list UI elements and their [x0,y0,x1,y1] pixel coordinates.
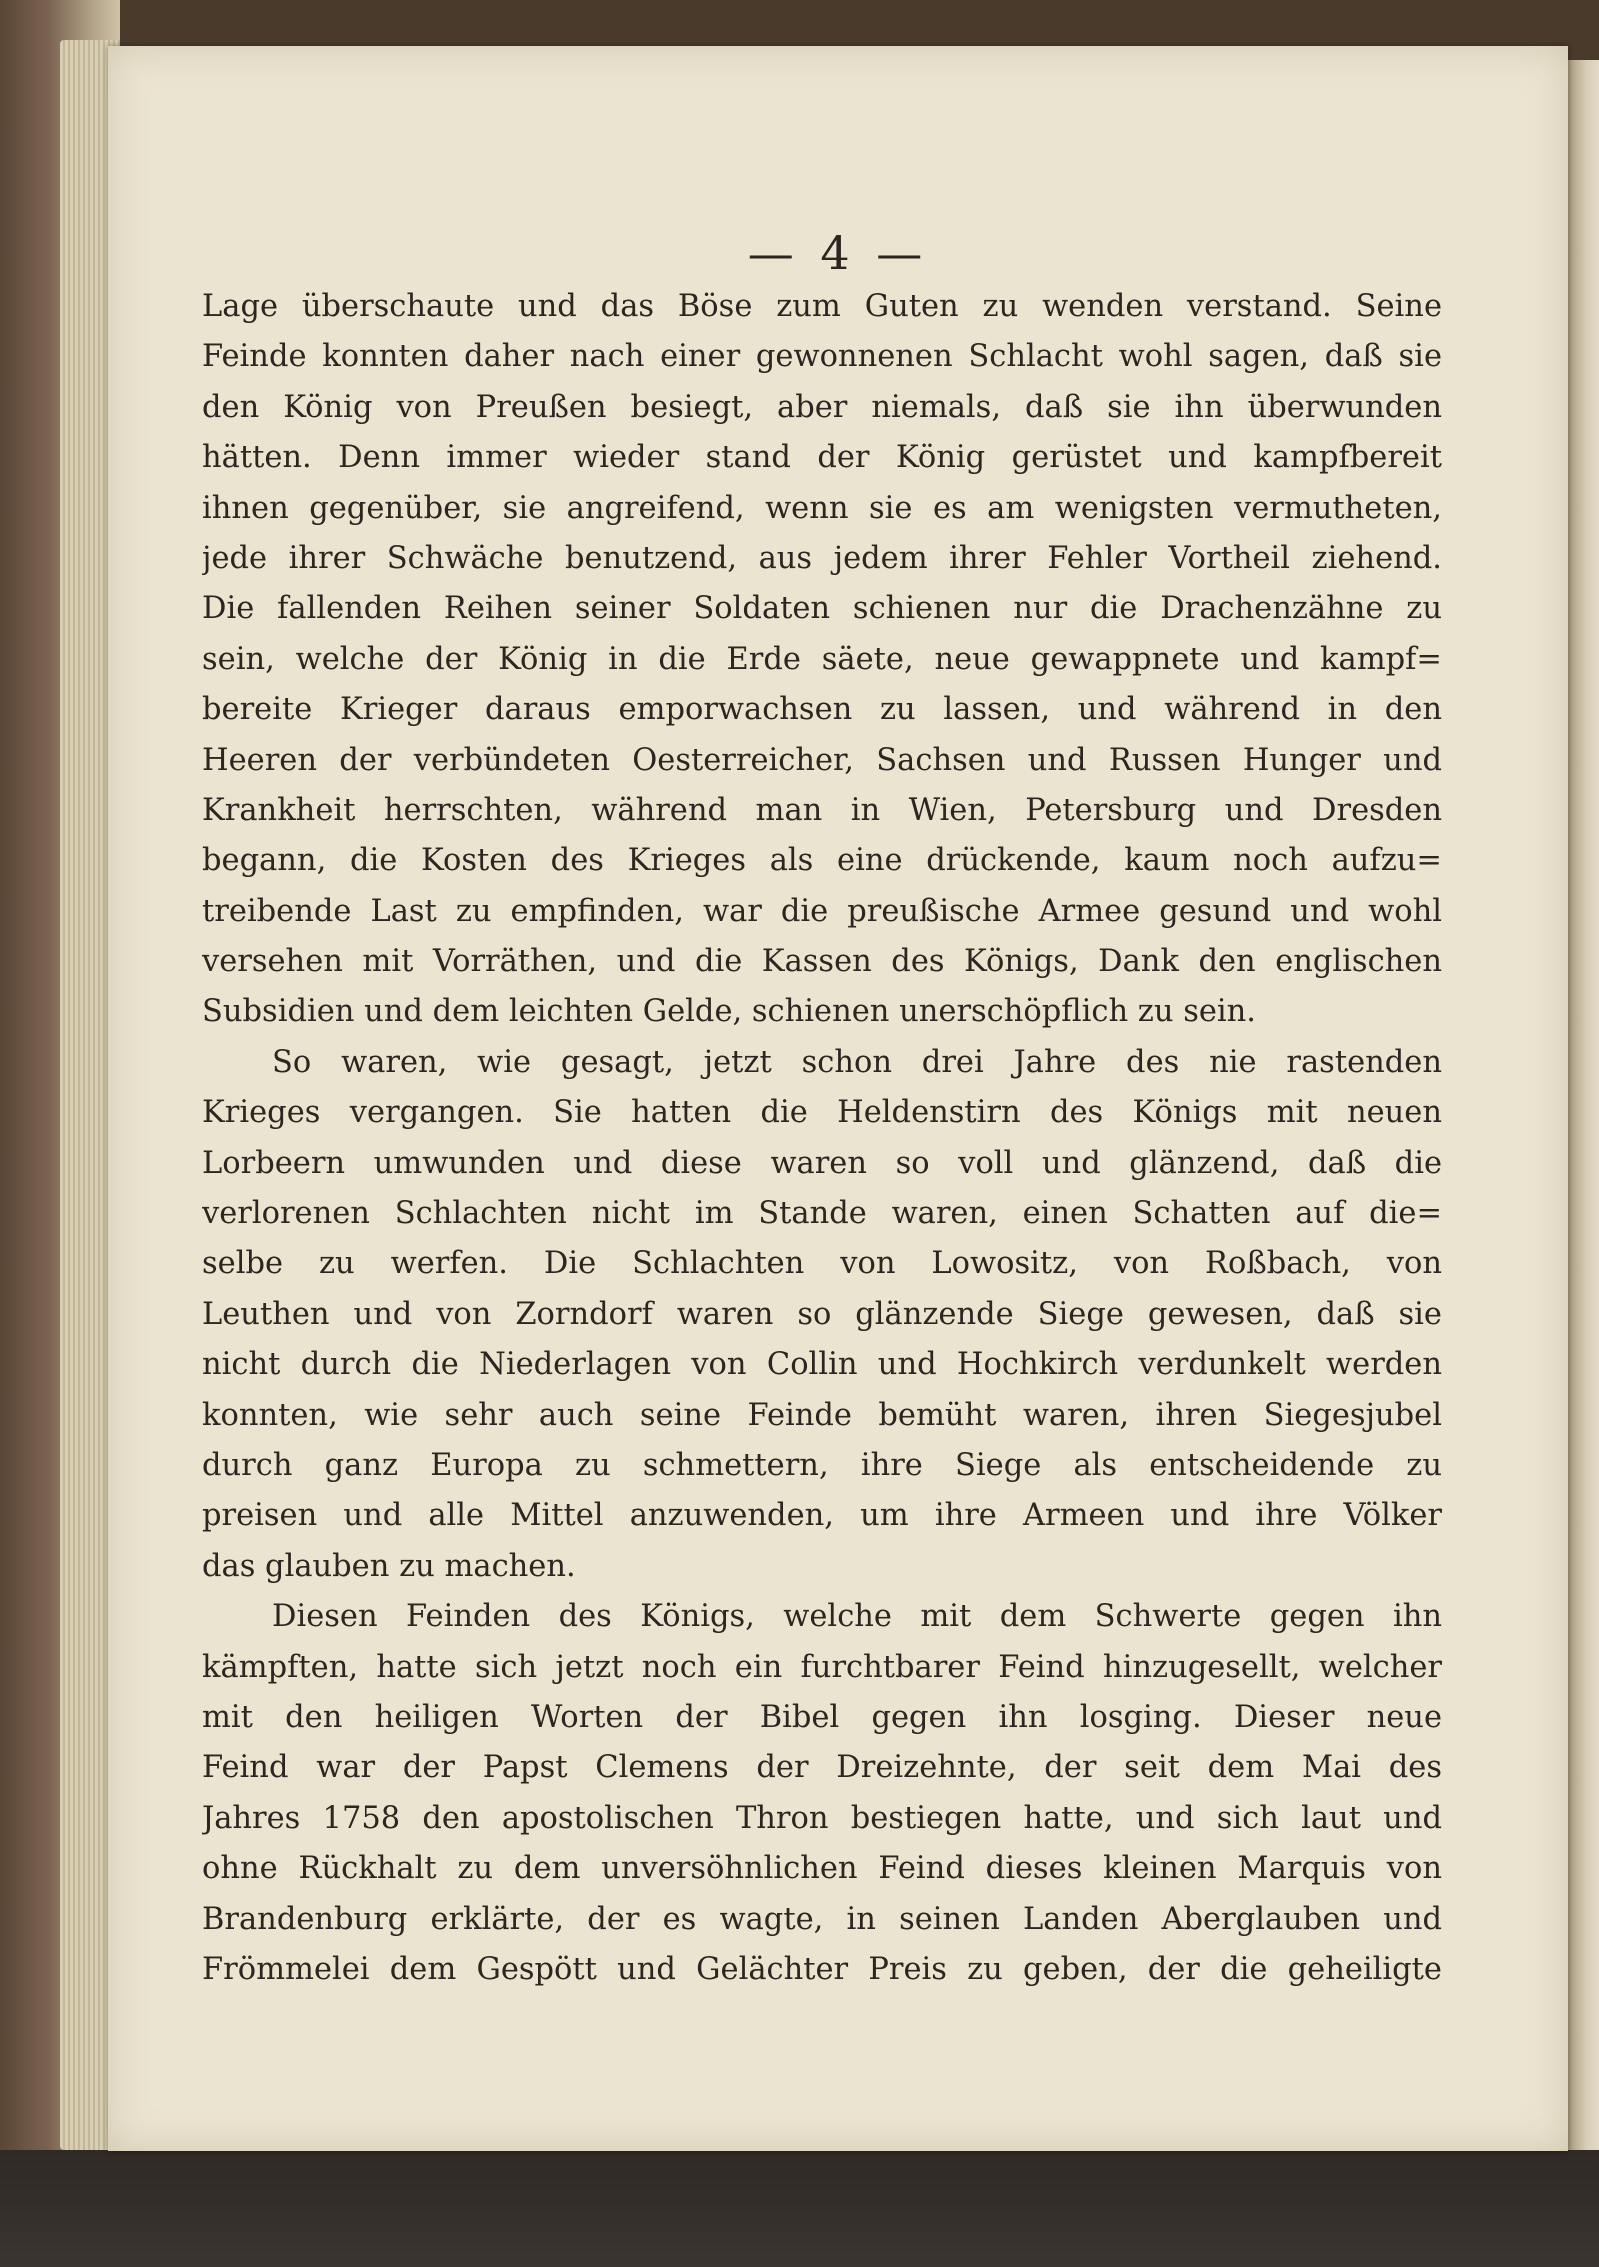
text-line: Krankheit herrschten, während man in Wien, Petersburg und Dresden [202,792,1442,828]
text-line: selbe zu werfen. Die Schlachten von Lowositz, von Roßbach, von [202,1246,1442,1282]
text-line: Feind war der Papst Clemens der Dreizehnte, der seit dem Mai des [202,1750,1442,1786]
text-line: Lorbeern umwunden und diese waren so voll und glänzend, daß die [202,1145,1442,1181]
text-line: Heeren der verbündeten Oesterreicher, Sachsen und Russen Hunger und [202,742,1442,778]
text-line: Krieges vergangen. Sie hatten die Heldenstirn des Königs mit neuen [202,1095,1442,1131]
page-number: — 4 — [747,226,929,280]
text-line: ihnen gegenüber, sie angreifend, wenn sie es am wenigsten vermutheten, [202,490,1442,526]
text-line: nicht durch die Niederlagen von Collin und Hochkirch verdunkelt werden [202,1347,1442,1383]
text-line: Brandenburg erklärte, der es wagte, in seinen Landen Aberglauben und [202,1901,1442,1937]
text-line: Lage überschaute und das Böse zum Guten zu wenden verstand. Seine [202,289,1442,324]
paragraph-start-line: So waren, wie gesagt, jetzt schon drei Jahre des nie rastenden [272,1044,1442,1080]
text-line: treibende Last zu empfinden, war die preußische Armee gesund und wohl [202,893,1442,929]
text-line: jede ihrer Schwäche benutzend, aus jedem ihrer Fehler Vortheil ziehend. [202,540,1442,576]
text-line: Leuthen und von Zorndorf waren so glänzende Siege gewesen, daß sie [202,1296,1442,1332]
text-line: kämpften, hatte sich jetzt noch ein furchtbarer Feind hinzugesellt, welcher [202,1649,1442,1685]
text-line: preisen und alle Mittel anzuwenden, um ihre Armeen und ihre Völker [202,1498,1442,1534]
text-line: bereite Krieger daraus emporwachsen zu lassen, und während in den [202,692,1442,728]
text-line: mit den heiligen Worten der Bibel gegen ihn losging. Dieser neue [202,1699,1442,1735]
text-line: hätten. Denn immer wieder stand der König gerüstet und kampfbereit [202,440,1442,476]
text-line: ohne Rückhalt zu dem unversöhnlichen Feind dieses kleinen Marquis von [202,1851,1442,1887]
next-page-edge [1568,60,1599,2150]
text-line: Jahres 1758 den apostolischen Thron bestiegen hatte, und sich laut und [202,1800,1442,1836]
body-text [202,282,1442,1995]
text-line: Frömmelei dem Gespött und Gelächter Preis zu geben, der die geheiligte [202,1951,1442,1987]
text-line: das glauben zu machen. [202,1548,576,1584]
text-line: den König von Preußen besiegt, aber niemals, daß sie ihn überwunden [202,389,1442,425]
text-line: konnten, wie sehr auch seine Feinde bemüht waren, ihren Siegesjubel [202,1397,1442,1433]
text-line: begann, die Kosten des Krieges als eine drückende, kaum noch aufzu= [202,843,1442,879]
book-cover-bottom [0,2150,1599,2267]
text-line: versehen mit Vorräthen, und die Kassen des Königs, Dank den englischen [202,944,1442,980]
text-line: verlorenen Schlachten nicht im Stande waren, einen Schatten auf die= [202,1196,1442,1232]
text-line: Die fallenden Reihen seiner Soldaten schienen nur die Drachenzähne zu [202,591,1442,627]
text-line: Feinde konnten daher nach einer gewonnenen Schlacht wohl sagen, daß sie [202,339,1442,375]
paragraph-start-line: Diesen Feinden des Königs, welche mit dem Schwerte gegen ihn [272,1599,1442,1635]
text-line: Subsidien und dem leichten Gelde, schienen unerschöpflich zu sein. [202,994,1257,1030]
text-line: durch ganz Europa zu schmettern, ihre Siege als entscheidende zu [202,1447,1442,1483]
text-line: sein, welche der König in die Erde säete, neue gewappnete und kampf= [202,641,1442,677]
